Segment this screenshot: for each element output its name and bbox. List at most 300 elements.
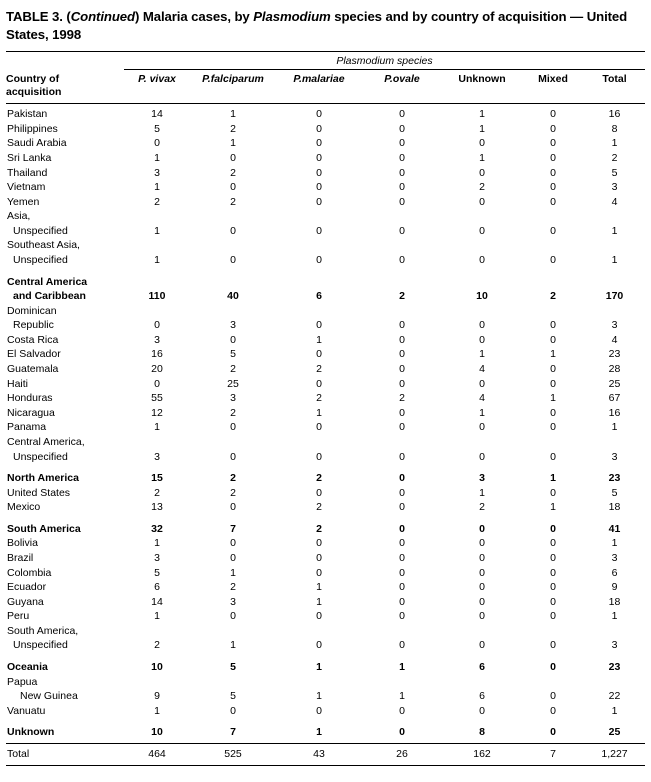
row-label: Unspecified [13, 224, 68, 237]
cell-malariae: 6 [316, 290, 322, 303]
cell-mixed: 0 [550, 610, 556, 623]
column-header-unknown: Unknown [458, 73, 506, 86]
cell-falciparum [190, 675, 276, 690]
table-row [6, 253, 645, 268]
cell-ovale: 0 [399, 522, 405, 535]
row-label: Papua [7, 675, 38, 688]
cell-vivax: 1 [154, 537, 160, 550]
cell-falciparum: 0 [230, 537, 236, 550]
row-label: Unknown [7, 726, 55, 739]
cell-malariae: 0 [316, 348, 322, 361]
cell-vivax [124, 435, 190, 450]
cell-mixed: 0 [550, 595, 556, 608]
cell-mixed: 0 [550, 363, 556, 376]
row-label: Unspecified [13, 639, 68, 652]
cell-unknown: 0 [479, 195, 485, 208]
row-label: Dominican [7, 304, 57, 317]
cell-unknown: 0 [479, 566, 485, 579]
cell-malariae: 0 [316, 254, 322, 267]
cell-unknown [442, 304, 522, 319]
cell-malariae: 0 [316, 108, 322, 121]
cell-mixed [522, 435, 584, 450]
table-row [6, 362, 645, 377]
column-header-vivax: P. vivax [138, 73, 176, 86]
cell-total: 4 [611, 333, 618, 346]
document-page [0, 8, 651, 782]
cell-total: 1 [611, 421, 618, 434]
cell-unknown: 1 [479, 122, 485, 135]
cell-total: 3 [611, 639, 618, 652]
cell-total: 170 [605, 290, 624, 303]
table-head [6, 52, 645, 108]
cell-ovale: 0 [399, 472, 405, 485]
cell-vivax: 0 [154, 377, 160, 390]
cell-mixed: 0 [550, 690, 556, 703]
cell-total: 23 [608, 472, 621, 485]
row-label: Guyana [7, 595, 44, 608]
cell-unknown: 0 [479, 639, 485, 652]
cell-vivax [124, 304, 190, 319]
cell-unknown: 6 [479, 690, 485, 703]
row-spacer [6, 515, 645, 522]
row-label: Unspecified [13, 254, 68, 267]
cell-malariae [276, 624, 362, 639]
row-label: North America [7, 472, 79, 485]
table-row [6, 406, 645, 421]
cell-malariae [276, 239, 362, 254]
cell-ovale: 0 [399, 151, 405, 164]
cell-mixed: 0 [550, 319, 556, 332]
row-label: Oceania [7, 661, 48, 674]
cell-malariae: 0 [316, 704, 322, 717]
table-row [6, 318, 645, 333]
cell-malariae: 1 [316, 581, 322, 594]
cell-ovale: 26 [396, 747, 408, 760]
cell-malariae: 0 [316, 181, 322, 194]
cell-malariae: 0 [316, 537, 322, 550]
cell-mixed: 0 [550, 566, 556, 579]
cell-vivax: 2 [154, 195, 160, 208]
cell-mixed: 7 [550, 747, 556, 760]
cell-total: 1 [611, 537, 618, 550]
cell-malariae [276, 675, 362, 690]
cell-unknown: 1 [479, 151, 485, 164]
table-row [6, 289, 645, 304]
row-label: New Guinea [20, 690, 78, 703]
table-row [6, 471, 645, 486]
table-row [6, 377, 645, 392]
row-label: Haiti [7, 377, 29, 390]
cell-falciparum: 2 [230, 472, 236, 485]
title-prefix: TABLE 3. ( [6, 9, 71, 24]
cell-malariae: 0 [316, 421, 322, 434]
cell-falciparum [190, 435, 276, 450]
cell-ovale: 0 [399, 224, 405, 237]
cell-vivax: 15 [151, 472, 163, 485]
cell-mixed: 0 [550, 581, 556, 594]
row-spacer [6, 268, 645, 275]
table-row [6, 420, 645, 435]
cell-ovale: 0 [399, 501, 405, 514]
cell-malariae: 0 [316, 137, 322, 150]
cell-malariae: 0 [316, 639, 322, 652]
cell-vivax: 6 [154, 581, 160, 594]
cell-malariae: 1 [316, 595, 322, 608]
cell-unknown: 4 [479, 392, 485, 405]
cell-mixed [522, 239, 584, 254]
cell-vivax [124, 624, 190, 639]
cell-falciparum: 0 [230, 181, 236, 194]
cell-falciparum [190, 239, 276, 254]
row-label: United States [7, 486, 71, 499]
cell-vivax: 5 [154, 122, 160, 135]
cell-total: 1 [611, 137, 618, 150]
cell-total: 1 [611, 224, 618, 237]
row-label: Vietnam [7, 181, 46, 194]
table-row [6, 122, 645, 137]
cell-vivax: 1 [154, 181, 160, 194]
cell-total [584, 624, 645, 639]
table-row [6, 500, 645, 515]
cell-vivax: 1 [154, 421, 160, 434]
cell-falciparum: 2 [230, 486, 236, 499]
cell-unknown: 1 [479, 108, 485, 121]
row-label: Peru [7, 610, 30, 623]
cell-vivax [124, 275, 190, 290]
table-row [6, 450, 645, 465]
cell-falciparum: 0 [230, 704, 236, 717]
cell-vivax: 3 [154, 333, 160, 346]
cell-total: 16 [608, 108, 621, 121]
cell-mixed: 0 [550, 421, 556, 434]
cell-ovale: 0 [399, 108, 405, 121]
cell-falciparum: 40 [227, 290, 239, 303]
cell-vivax: 5 [154, 566, 160, 579]
cell-vivax: 3 [154, 450, 160, 463]
cell-falciparum: 7 [230, 726, 236, 739]
cell-falciparum: 3 [230, 595, 236, 608]
table-row [6, 624, 645, 639]
cell-falciparum: 525 [224, 747, 242, 760]
cell-mixed: 0 [550, 195, 556, 208]
cell-mixed: 1 [550, 348, 556, 361]
cell-malariae: 0 [316, 195, 322, 208]
cell-mixed: 0 [550, 108, 556, 121]
stub-header-line1: Country of [6, 73, 60, 86]
cell-total: 5 [611, 486, 618, 499]
cell-total [584, 209, 645, 224]
cell-falciparum: 0 [230, 501, 236, 514]
table-row [6, 551, 645, 566]
cell-malariae: 0 [316, 450, 322, 463]
table-row [6, 107, 645, 122]
row-label: Philippines [7, 122, 58, 135]
title-suffix: species and by country of acquisition — United States, 1998 [6, 9, 628, 42]
cell-mixed [522, 209, 584, 224]
row-label: Thailand [7, 166, 48, 179]
row-label: Pakistan [7, 108, 48, 121]
cell-unknown [442, 675, 522, 690]
cell-malariae [276, 209, 362, 224]
cell-total: 18 [608, 595, 621, 608]
cell-ovale: 0 [399, 333, 405, 346]
cell-vivax: 9 [154, 690, 160, 703]
cell-mixed [522, 675, 584, 690]
cell-mixed: 0 [550, 254, 556, 267]
cell-unknown [442, 239, 522, 254]
table-row [6, 689, 645, 704]
table-row-total [6, 747, 645, 762]
cell-unknown: 1 [479, 406, 485, 419]
cell-malariae: 0 [316, 151, 322, 164]
table-row [6, 566, 645, 581]
row-label: Costa Rica [7, 333, 59, 346]
cell-unknown [442, 275, 522, 290]
table-row [6, 348, 645, 363]
cell-malariae: 1 [316, 333, 322, 346]
cell-mixed: 0 [550, 726, 556, 739]
cell-unknown: 0 [479, 595, 485, 608]
table-row [6, 239, 645, 254]
cell-vivax: 3 [154, 552, 160, 564]
rule-bottom [6, 765, 645, 766]
cell-falciparum: 0 [230, 552, 236, 564]
table-row [6, 522, 645, 537]
cell-ovale: 0 [399, 639, 405, 652]
row-label: and Caribbean [13, 290, 86, 303]
cell-vivax [124, 675, 190, 690]
cell-falciparum: 25 [227, 377, 239, 390]
cell-total [584, 304, 645, 319]
cell-total: 25 [608, 377, 621, 390]
cell-ovale: 0 [399, 137, 405, 150]
cell-mixed: 1 [550, 472, 556, 485]
cell-vivax: 464 [148, 747, 166, 760]
cell-falciparum [190, 209, 276, 224]
cell-ovale: 0 [399, 254, 405, 267]
table-row [6, 675, 645, 690]
cell-vivax: 3 [154, 166, 160, 179]
cell-falciparum: 0 [230, 254, 236, 267]
cell-total: 3 [611, 552, 618, 564]
cell-mixed: 0 [550, 224, 556, 237]
cell-ovale: 0 [399, 122, 405, 135]
cell-vivax [124, 209, 190, 224]
cell-falciparum [190, 624, 276, 639]
cell-mixed: 0 [550, 486, 556, 499]
cell-mixed: 0 [550, 552, 556, 564]
row-label: Panama [7, 421, 47, 434]
row-label: Central America, [7, 435, 85, 448]
cell-malariae: 0 [316, 319, 322, 332]
row-label: Saudi Arabia [7, 137, 67, 150]
row-label: Honduras [7, 392, 53, 405]
cell-unknown: 2 [479, 501, 485, 514]
cell-total: 25 [608, 726, 621, 739]
cell-unknown: 0 [479, 166, 485, 179]
table-row [6, 725, 645, 740]
cell-unknown: 3 [479, 472, 485, 485]
cell-total: 1,227 [601, 747, 628, 760]
cell-malariae: 0 [316, 552, 322, 564]
cell-total: 22 [608, 690, 621, 703]
title-continued: Continued [70, 9, 135, 24]
cell-falciparum: 5 [230, 661, 236, 674]
table-row [6, 537, 645, 552]
cell-unknown: 0 [479, 333, 485, 346]
cell-ovale: 0 [399, 595, 405, 608]
table-row [6, 704, 645, 719]
cell-falciparum: 1 [230, 639, 236, 652]
title-mid: ) Malaria cases, by [135, 9, 254, 24]
cell-total: 1 [611, 610, 618, 623]
cell-total [584, 275, 645, 290]
row-label: Mexico [7, 501, 41, 514]
cell-vivax: 1 [154, 254, 160, 267]
cell-total: 8 [611, 122, 618, 135]
cell-vivax: 110 [148, 290, 166, 303]
row-label: South America [7, 522, 81, 535]
cell-falciparum: 1 [230, 137, 236, 150]
cell-vivax: 1 [154, 224, 160, 237]
cell-ovale: 0 [399, 704, 405, 717]
cell-falciparum: 3 [230, 392, 236, 405]
cell-ovale: 0 [399, 486, 405, 499]
cell-vivax: 2 [154, 486, 160, 499]
table-row [6, 660, 645, 675]
table-row [6, 195, 645, 210]
table-row [6, 180, 645, 195]
cell-vivax: 20 [151, 363, 163, 376]
cell-mixed: 1 [550, 501, 556, 514]
table-foot [6, 740, 645, 766]
cell-ovale: 0 [399, 166, 405, 179]
cell-total: 23 [608, 348, 621, 361]
cell-falciparum: 0 [230, 450, 236, 463]
cell-total [584, 675, 645, 690]
row-label: Nicaragua [7, 406, 55, 419]
cell-mixed: 0 [550, 122, 556, 135]
cell-falciparum: 2 [230, 195, 236, 208]
row-spacer [6, 653, 645, 660]
table-row [6, 209, 645, 224]
cell-unknown: 8 [479, 726, 485, 739]
cell-vivax: 10 [151, 726, 163, 739]
cell-malariae: 1 [316, 406, 322, 419]
cell-ovale [362, 304, 442, 319]
row-label: Sri Lanka [7, 151, 52, 164]
cell-vivax [124, 239, 190, 254]
cell-mixed: 0 [550, 661, 556, 674]
cell-unknown: 2 [479, 181, 485, 194]
row-label: South America, [7, 624, 79, 637]
cell-vivax: 13 [151, 501, 163, 514]
cell-ovale: 0 [399, 450, 405, 463]
cell-malariae: 2 [316, 472, 322, 485]
cell-falciparum: 0 [230, 421, 236, 434]
row-spacer [6, 718, 645, 725]
cell-total: 4 [611, 195, 618, 208]
cell-malariae: 0 [316, 166, 322, 179]
cell-unknown: 6 [479, 661, 485, 674]
row-label: Unspecified [13, 450, 68, 463]
cell-falciparum: 2 [230, 406, 236, 419]
cell-total: 23 [608, 661, 621, 674]
column-header-falciparum: P.falciparum [202, 73, 264, 86]
cell-malariae: 1 [316, 690, 322, 703]
table-row [6, 580, 645, 595]
table-row [6, 304, 645, 319]
cell-unknown: 0 [479, 552, 485, 564]
cell-unknown: 0 [479, 254, 485, 267]
column-header-total: Total [602, 73, 627, 86]
cell-falciparum: 0 [230, 333, 236, 346]
cell-malariae: 2 [316, 501, 322, 514]
row-label: Vanuatu [7, 704, 46, 717]
cell-malariae: 0 [316, 610, 322, 623]
cell-falciparum: 7 [230, 522, 236, 535]
table-row [6, 166, 645, 181]
table-row [6, 137, 645, 152]
cell-ovale: 2 [399, 290, 405, 303]
cell-ovale: 0 [399, 181, 405, 194]
column-header-ovale: P.ovale [384, 73, 420, 86]
cell-total: 16 [608, 406, 621, 419]
cell-malariae: 0 [316, 377, 322, 390]
cell-ovale: 0 [399, 348, 405, 361]
cell-falciparum [190, 304, 276, 319]
cell-total [584, 239, 645, 254]
cell-malariae: 0 [316, 122, 322, 135]
cell-malariae: 43 [313, 747, 325, 760]
cell-falciparum: 5 [230, 348, 236, 361]
cell-vivax: 10 [151, 661, 163, 674]
cell-mixed: 0 [550, 704, 556, 717]
cell-vivax: 1 [154, 704, 160, 717]
cell-falciparum: 5 [230, 690, 236, 703]
cell-vivax: 16 [151, 348, 163, 361]
cell-vivax: 2 [154, 639, 160, 652]
cell-total: 41 [608, 522, 621, 535]
table-row [6, 435, 645, 450]
cell-unknown: 4 [479, 363, 485, 376]
column-header-mixed: Mixed [538, 73, 568, 86]
cell-mixed [522, 275, 584, 290]
cell-unknown: 162 [473, 747, 491, 760]
cell-mixed: 0 [550, 181, 556, 194]
row-label: Ecuador [7, 581, 47, 594]
cell-vivax: 55 [151, 392, 163, 405]
cell-falciparum: 2 [230, 166, 236, 179]
cell-unknown: 0 [479, 450, 485, 463]
cell-total: 3 [611, 181, 618, 194]
cell-vivax: 32 [151, 522, 163, 535]
cell-mixed: 2 [550, 290, 556, 303]
cell-ovale: 0 [399, 552, 405, 564]
cell-total: 1 [611, 254, 618, 267]
row-label: Guatemala [7, 363, 59, 376]
row-label: Total [7, 747, 30, 760]
cell-unknown: 0 [479, 610, 485, 623]
cell-mixed: 0 [550, 522, 556, 535]
cell-unknown: 0 [479, 137, 485, 150]
cell-malariae: 2 [316, 392, 322, 405]
cell-malariae [276, 304, 362, 319]
cell-ovale [362, 275, 442, 290]
cell-mixed: 0 [550, 151, 556, 164]
cell-total: 28 [608, 363, 621, 376]
row-label: El Salvador [7, 348, 61, 361]
